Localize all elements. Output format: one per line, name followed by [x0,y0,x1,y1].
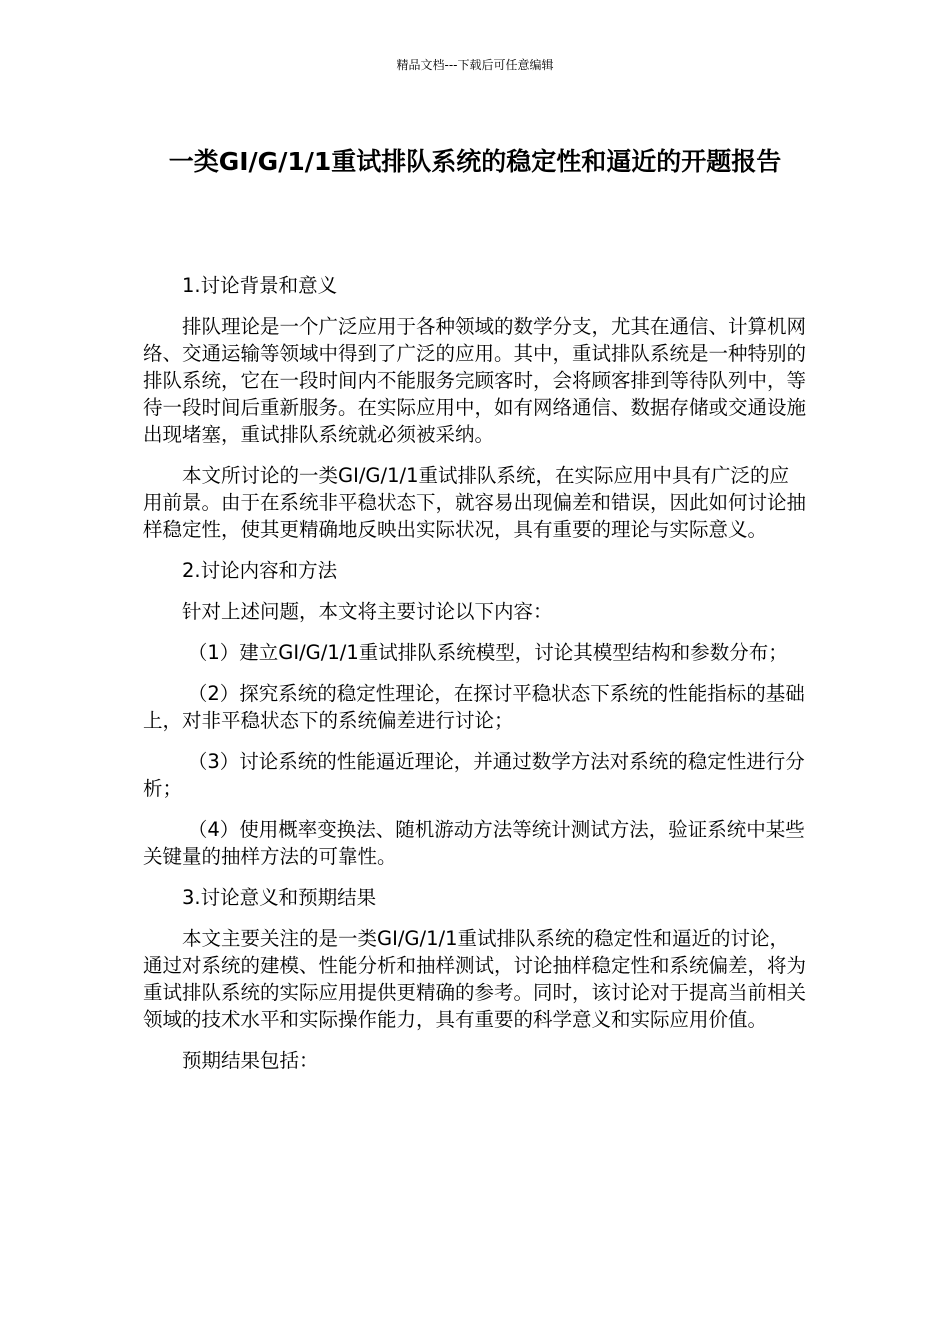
section-heading-background: 1.讨论背景和意义 [182,274,338,297]
list-item: （1）建立GI/G/1/1重试排队系统模型，讨论其模型结构和参数分布； [187,641,788,664]
paragraph: 预期结果包括： [182,1049,319,1072]
list-item: （2）探究系统的稳定性理论，在探讨平稳状态下系统的性能指标的基础上，对非平稳状态下的系统偏差进行讨论； [143,682,805,732]
document-body [143,272,807,1088]
section-heading-content-methods: 2.讨论内容和方法 [182,559,338,582]
paragraph: 排队理论是一个广泛应用于各种领域的数学分支，尤其在通信、计算机网络、交通运输等领域中得到了广泛的应用。其中，重试排队系统是一种特别的排队系统，它在一段时间内不能服务完顾客时，会将顾客排到等待队列中，等待一段时间后重新服务。在实际应用中，如有网络通信、数据存储或交通设施出现堵塞，重试排队系统就必须被采纳。 [143,315,807,446]
paragraph: 针对上述问题，本文将主要讨论以下内容： [182,600,553,623]
paragraph: 本文所讨论的一类GI/G/1/1重试排队系统，在实际应用中具有广泛的应用前景。由于在系统非平稳状态下，就容易出现偏差和错误，因此如何讨论抽样稳定性，使其更精确地反映出实际状况，具有重要的理论与实际意义。 [143,464,807,541]
paragraph: 本文主要关注的是一类GI/G/1/1重试排队系统的稳定性和逼近的讨论，通过对系统的建模、性能分析和抽样测试，讨论抽样稳定性和系统偏差，将为重试排队系统的实际应用提供更精确的参考。同时，该讨论对于提高当前相关领域的技术水平和实际操作能力，具有重要的科学意义和实际应用价值。 [143,927,807,1031]
document-title: 一类GI/G/1/1重试排队系统的稳定性和逼近的开题报告 [168,147,782,176]
section-heading-significance-results: 3.讨论意义和预期结果 [182,886,377,909]
list-item: （3）讨论系统的性能逼近理论，并通过数学方法对系统的稳定性进行分析； [143,750,805,800]
list-item: （4）使用概率变换法、随机游动方法等统计测试方法，验证系统中某些关键量的抽样方法的可靠性。 [143,818,805,868]
page-header: 精品文档---下载后可任意编辑 [396,58,554,72]
